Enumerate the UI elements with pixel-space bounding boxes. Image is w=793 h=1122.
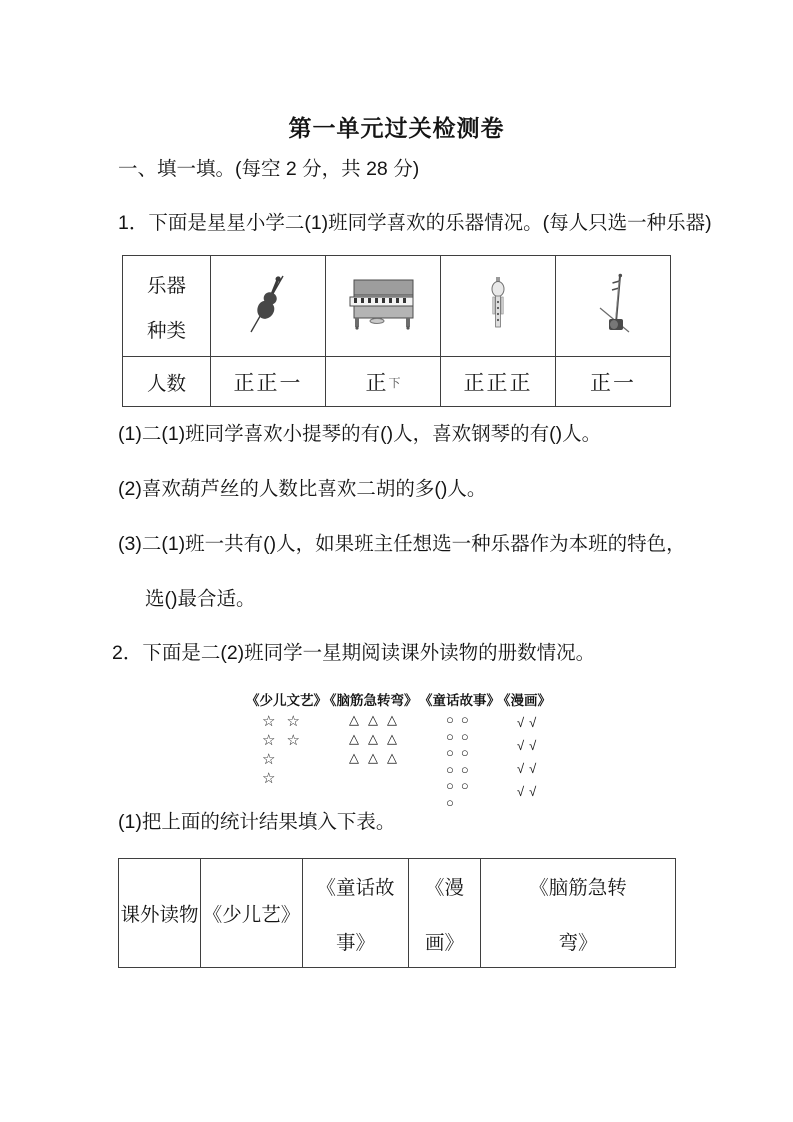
readings-header-cell (481, 859, 676, 968)
pictograph-row: ○ ○ (446, 712, 469, 727)
q2-prompt: 2．下面是二(2)班同学一星期阅读课外读物的册数情况。 (112, 642, 596, 664)
readings-header-text: 课外读物 (120, 904, 199, 926)
pictograph-row: △ △ △ (349, 712, 397, 727)
readings-header-text: 事》 (335, 931, 375, 954)
tally-cell-hulusi (441, 357, 556, 407)
pictograph-label: 《童话故事》 (419, 693, 500, 708)
pictograph-row: △ △ △ (349, 731, 397, 746)
q1-sub-question-2: (2)喜欢葫芦丝的人数比喜欢二胡的多()人。 (118, 478, 487, 500)
pictograph-row: √ √ (517, 715, 537, 730)
page-title: 第一单元过关检测卷 (288, 115, 505, 141)
pictograph (246, 692, 551, 811)
pictograph-symbols (323, 709, 419, 769)
tally-cell-violin (211, 357, 326, 407)
readings-table (118, 858, 676, 968)
pictograph-row: √ √ (517, 784, 537, 799)
people-count-label: 人数 (146, 372, 186, 395)
pictograph-row: △ △ △ (349, 750, 397, 765)
pictograph-symbols (419, 709, 497, 811)
piano-icon (343, 276, 423, 332)
instrument-cell-violin (211, 256, 326, 357)
pictograph-row: ○ ○ (446, 728, 469, 744)
violin-icon (238, 271, 298, 337)
instrument-type-label-cell (123, 256, 211, 357)
q1-sub-question-3-cont: 选()最合适。 (145, 588, 256, 610)
pictograph-row: ○ (446, 794, 454, 810)
q1-prompt: 1．下面是星星小学二(1)班同学喜欢的乐器情况。(每人只选一种乐器) (118, 212, 712, 234)
pictograph-row: √ √ (517, 738, 537, 753)
pictograph-row: ○ ○ (446, 745, 469, 760)
readings-header-text: 弯》 (558, 931, 598, 954)
instrument-cell-piano (326, 256, 441, 357)
instrument-type-label-line1: 乐器 (146, 274, 186, 297)
tally-cell-piano (326, 357, 441, 407)
q1-sub-question-1: (1)二(1)班同学喜欢小提琴的有()人，喜欢钢琴的有()人。 (118, 423, 602, 445)
section-heading: 一、填一填。(每空 2 分，共 28 分) (118, 158, 420, 180)
readings-header-cell (201, 859, 303, 968)
pictograph-label: 《脑筋急转弯》 (323, 693, 418, 708)
tally-cell-erhu (556, 357, 671, 407)
readings-header-text: 画》 (424, 931, 464, 954)
readings-header-text: 《脑筋急转 (529, 876, 627, 899)
q1-sub-question-3: (3)二(1)班一共有()人，如果班主任想选一种乐器作为本班的特色， (118, 533, 686, 555)
readings-header-text: 《童话故 (316, 876, 395, 899)
pictograph-group-tonghuagushi (419, 692, 500, 811)
instrument-cell-hulusi (441, 256, 556, 357)
pictograph-row: ☆ (262, 770, 276, 787)
erhu-icon (593, 272, 633, 336)
instruments-table (122, 255, 671, 407)
tally-main: 正正一 (233, 371, 303, 395)
q2-sub-prompt: (1)把上面的统计结果填入下表。 (118, 811, 396, 833)
pictograph-row: ○ ○ (446, 778, 469, 793)
readings-header-cell (303, 859, 409, 968)
readings-header-cell (409, 859, 481, 968)
pictograph-symbols (497, 709, 547, 807)
readings-header-cell (119, 859, 201, 968)
pictograph-row: ☆ (262, 751, 276, 768)
tally-main: 正 (365, 371, 389, 395)
pictograph-label: 《漫画》 (497, 693, 551, 708)
readings-header-text: 《少儿艺》 (202, 904, 301, 926)
readings-header-text: 《漫 (424, 876, 464, 899)
pictograph-group-naojinjizhuanwan (323, 692, 419, 811)
people-count-label-cell (123, 357, 211, 407)
pictograph-row: ○ ○ (446, 761, 469, 777)
pictograph-row: ☆ ☆ (262, 732, 300, 749)
tally-main: 正一 (590, 371, 636, 395)
hulusi-icon (489, 276, 507, 332)
pictograph-label: 《少儿文艺》 (246, 693, 327, 708)
tally-main: 正正正 (463, 371, 533, 395)
pictograph-group-manhua (497, 692, 551, 811)
pictograph-group-shaoerwenyi (246, 692, 327, 811)
instrument-type-label-line2: 种类 (146, 319, 186, 342)
pictograph-row: √ √ (517, 761, 537, 776)
pictograph-row: ☆ ☆ (262, 713, 300, 730)
instrument-cell-erhu (556, 256, 671, 357)
tally-partial: 下 (388, 375, 401, 390)
pictograph-symbols (246, 709, 323, 788)
